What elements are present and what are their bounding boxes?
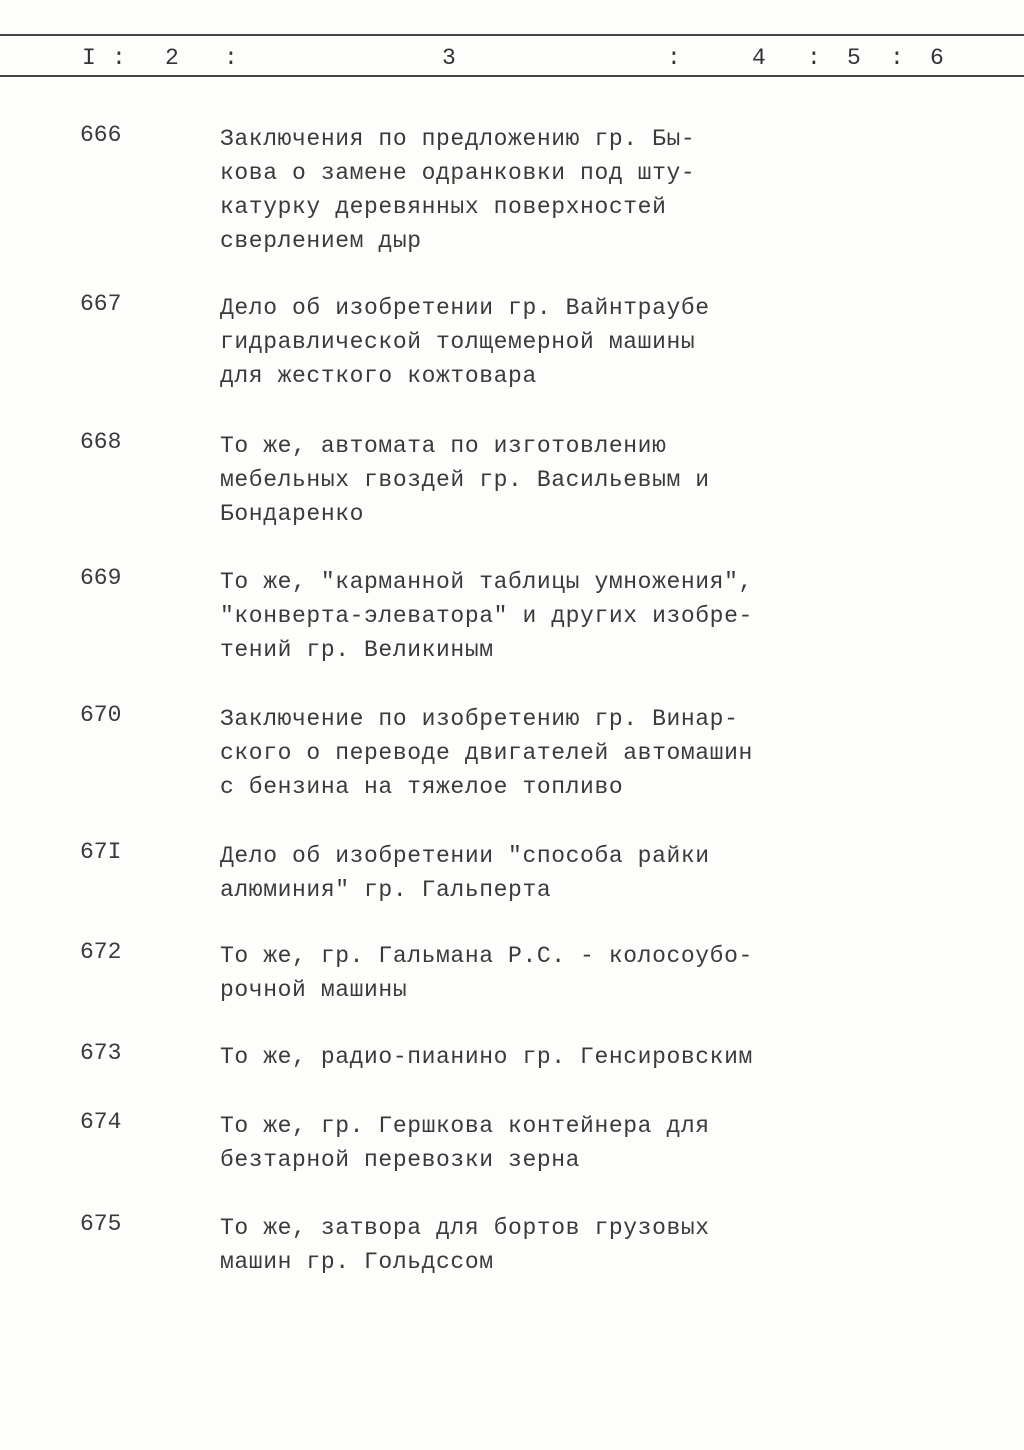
entry-number: 670 xyxy=(80,702,122,728)
entry-line: сверлением дыр xyxy=(220,228,422,254)
entry-description xyxy=(220,939,753,1007)
entry-line: Бондаренко xyxy=(220,501,365,527)
entry-description xyxy=(220,1109,710,1177)
entry-line: То же, затвора для бортов грузовых xyxy=(220,1215,710,1241)
header-top-rule xyxy=(0,34,1024,36)
column-header-3: 3 xyxy=(442,45,456,71)
entry-line: То же, радио-пианино гр. Генсировским xyxy=(220,1044,753,1070)
entry-description xyxy=(220,429,710,531)
entry-line: Заключение по изобретению гр. Винар- xyxy=(220,706,739,732)
entry-description xyxy=(220,1211,710,1279)
entry-line: мебельных гвоздей гр. Васильевым и xyxy=(220,467,710,493)
entry-description xyxy=(220,291,710,393)
entry-description xyxy=(220,122,695,258)
entry-line: кова о замене одранковки под шту- xyxy=(220,160,696,186)
entry-number: 67I xyxy=(80,839,122,865)
entry-description xyxy=(220,565,753,667)
entry-description xyxy=(220,702,753,804)
column-header-4: 4 xyxy=(752,45,766,71)
entry-line: То же, гр. Гальмана Р.С. - колосоубо- xyxy=(220,943,753,969)
entry-number: 667 xyxy=(80,291,122,317)
entry-line: Заключения по предложению гр. Бы- xyxy=(220,126,696,152)
entry-line: алюминия" гр. Гальперта xyxy=(220,877,552,903)
entry-line: "конверта-элеватора" и других изобре- xyxy=(220,603,753,629)
entry-line: То же, "карманной таблицы умножения", xyxy=(220,569,753,595)
entry-number: 674 xyxy=(80,1109,122,1135)
entry-line: То же, автомата по изготовлению xyxy=(220,433,667,459)
column-separator: : xyxy=(807,45,821,71)
entry-number: 673 xyxy=(80,1040,122,1066)
entry-number: 666 xyxy=(80,122,122,148)
entry-description xyxy=(220,839,710,907)
entry-line: Дело об изобретении "способа райки xyxy=(220,843,710,869)
entry-number: 675 xyxy=(80,1211,122,1237)
entry-line: машин гр. Гольдссом xyxy=(220,1249,494,1275)
entry-line: тений гр. Великиным xyxy=(220,637,494,663)
column-separator: : xyxy=(112,45,126,71)
entry-description xyxy=(220,1040,753,1074)
header-bottom-rule xyxy=(0,75,1024,77)
column-header-2: 2 xyxy=(165,45,179,71)
entry-line: катурку деревянных поверхностей xyxy=(220,194,667,220)
column-separator: : xyxy=(667,45,681,71)
entry-line: Дело об изобретении гр. Вайнтраубе xyxy=(220,295,710,321)
entry-line: безтарной перевозки зерна xyxy=(220,1147,581,1173)
entry-number: 669 xyxy=(80,565,122,591)
entry-line: ского о переводе двигателей автомашин xyxy=(220,740,753,766)
column-separator: : xyxy=(890,45,904,71)
entry-number: 668 xyxy=(80,429,122,455)
entry-line: То же, гр. Гершкова контейнера для xyxy=(220,1113,710,1139)
entry-number: 672 xyxy=(80,939,122,965)
entry-line: для жесткого кожтовара xyxy=(220,363,537,389)
column-header-5: 5 xyxy=(847,45,861,71)
column-header-6: 6 xyxy=(930,45,944,71)
column-separator: : xyxy=(224,45,238,71)
column-header-1: I xyxy=(82,45,96,71)
entry-line: рочной машины xyxy=(220,977,408,1003)
entry-line: гидравлической толщемерной машины xyxy=(220,329,696,355)
entry-line: с бензина на тяжелое топливо xyxy=(220,774,624,800)
